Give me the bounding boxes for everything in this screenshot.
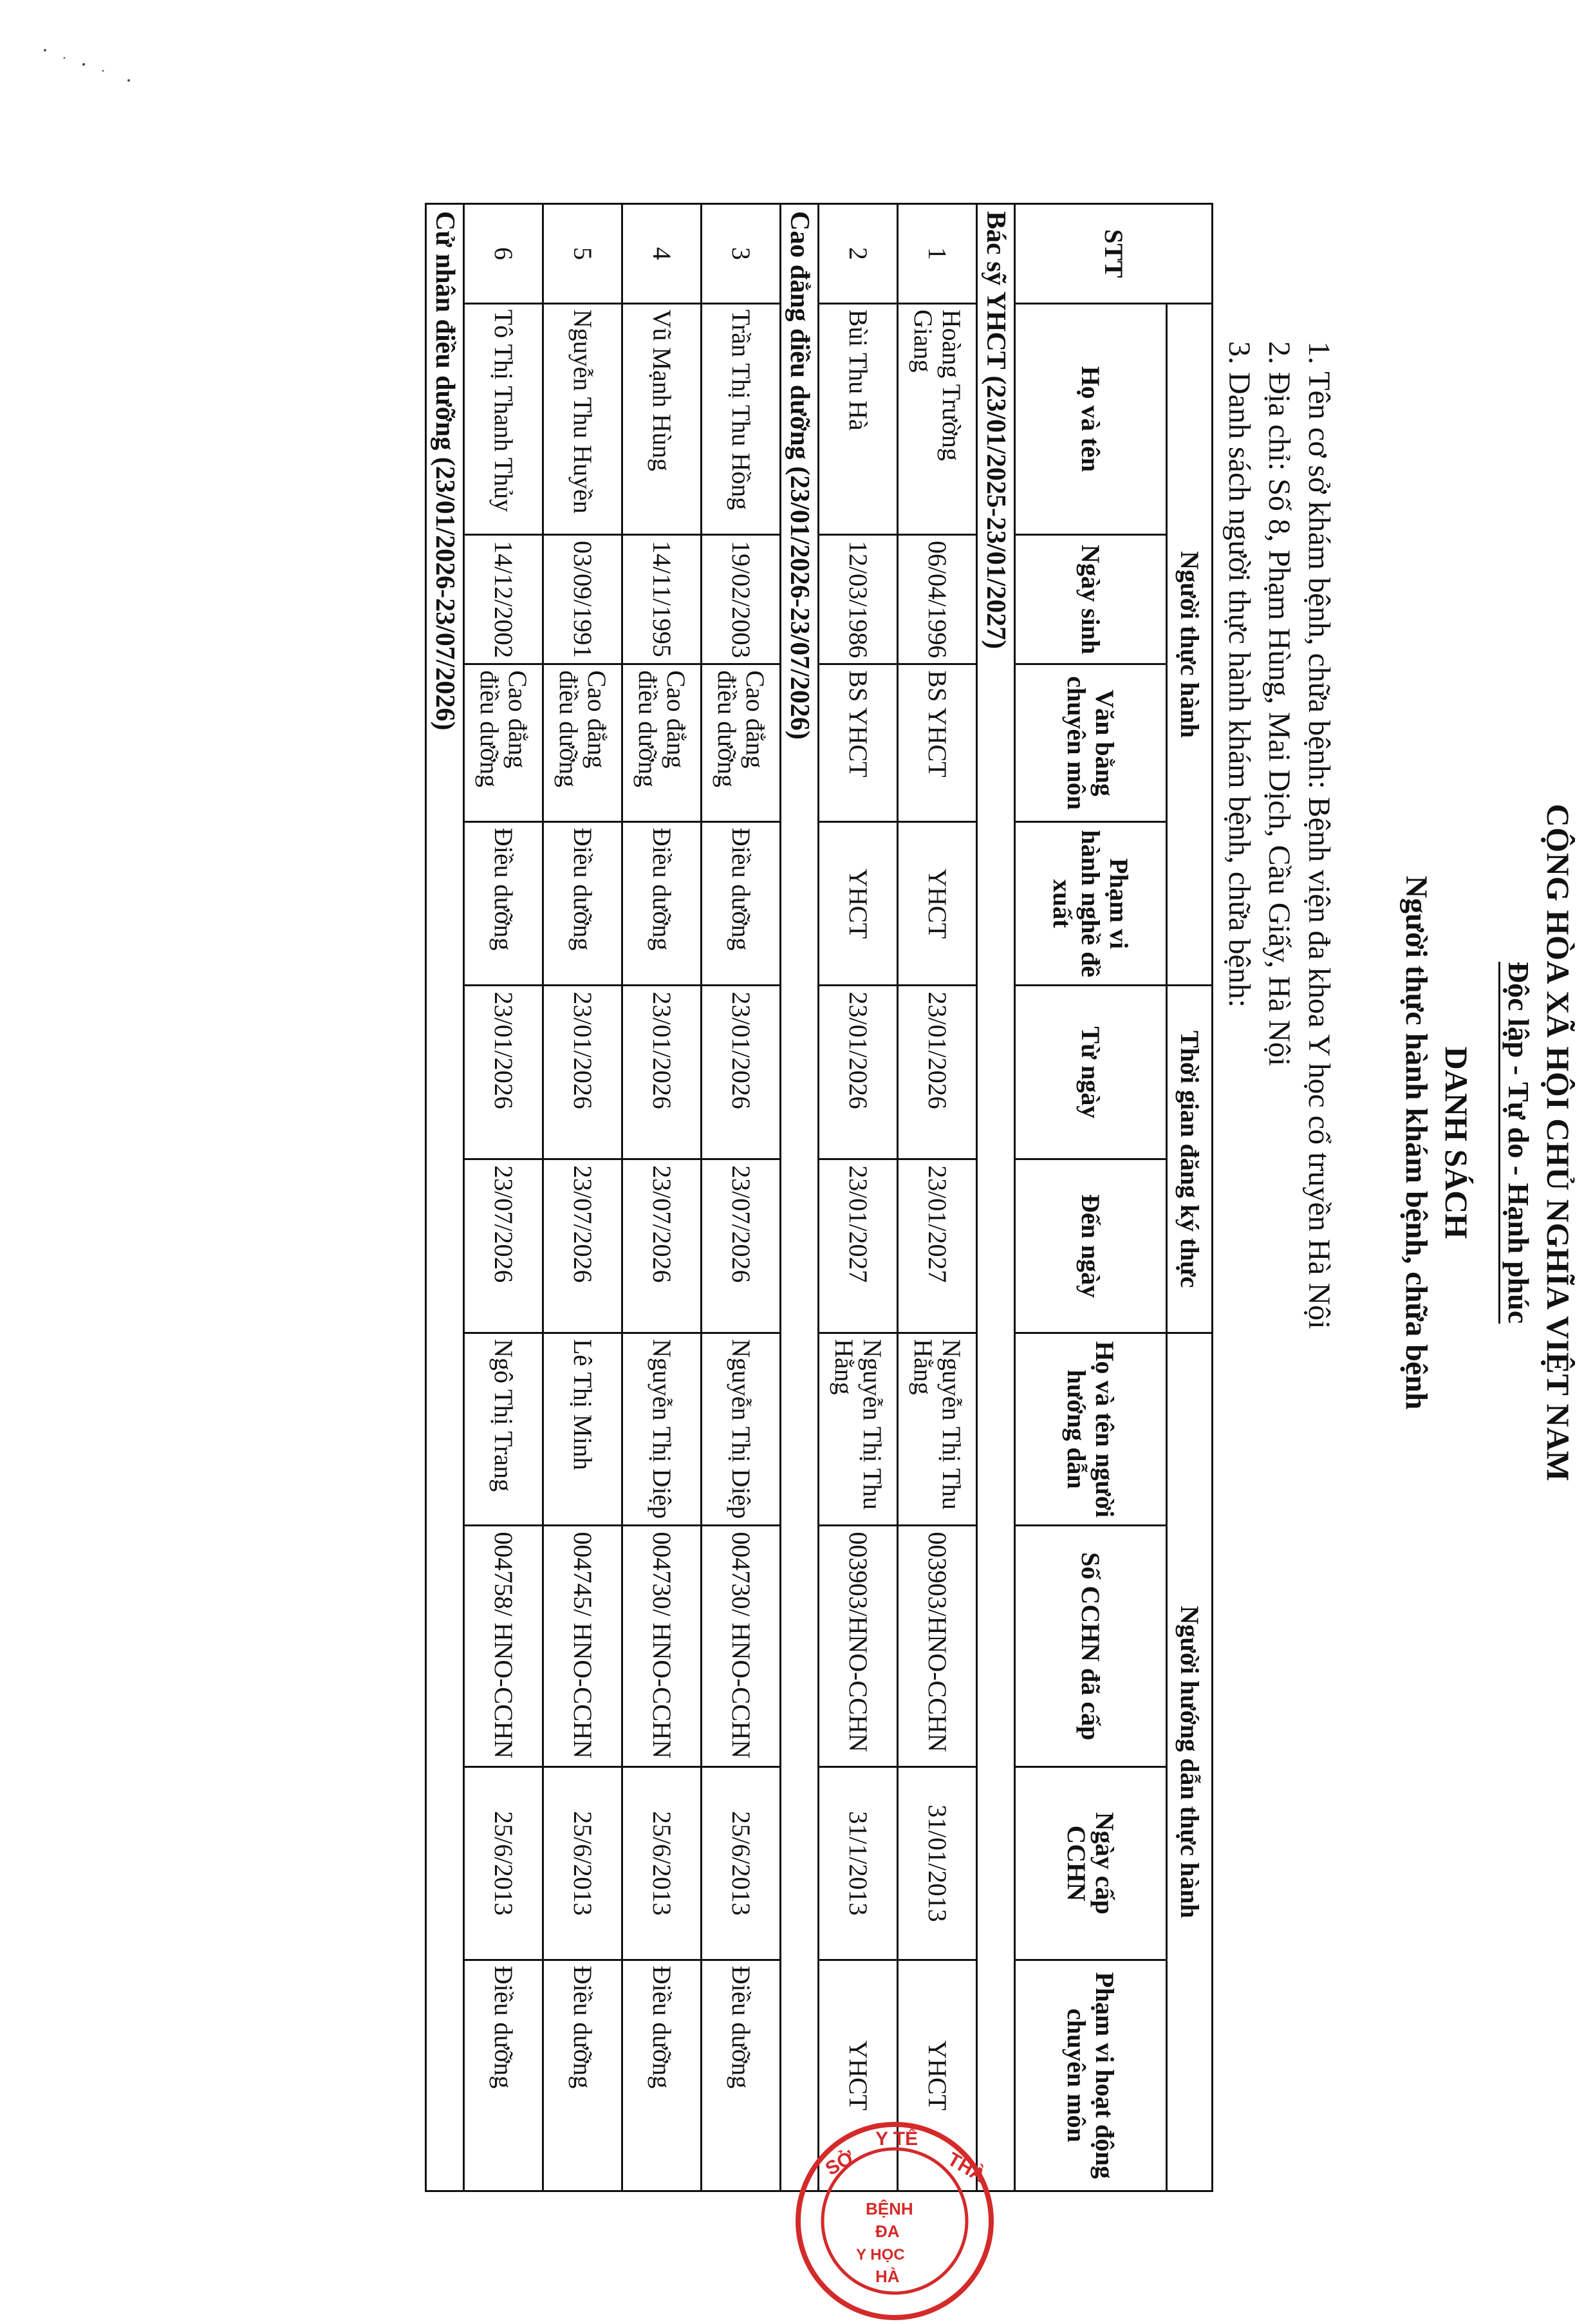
- cell-scope: Điều dưỡng: [702, 821, 781, 986]
- header-to: Đến ngày: [1015, 1159, 1167, 1333]
- table-row: [543, 204, 622, 2191]
- cell-dob: 03/09/1991: [543, 535, 622, 664]
- section-row: [977, 204, 1015, 2191]
- svg-text:ĐA: ĐA: [875, 2222, 900, 2241]
- cell-supervisor-name: Ngô Thị Trang: [464, 1333, 543, 1525]
- national-motto: Độc lập - Tự do - Hạnh phúc: [1498, 962, 1536, 1324]
- cell-supervisor-scope: Điều dưỡng: [702, 1960, 781, 2191]
- cell-scope: YHCT: [819, 821, 898, 986]
- official-seal-stamp: [792, 2118, 998, 2324]
- svg-text:THÀ: THÀ: [944, 2148, 989, 2187]
- scan-speck-marks: [39, 45, 142, 90]
- cell-dob: 12/03/1986: [819, 535, 898, 664]
- header-scope: Phạm vi hành nghề đề xuất: [1015, 821, 1167, 986]
- cell-supervisor-cert-date: 25/6/2013: [702, 1767, 781, 1960]
- svg-text:HÀ: HÀ: [875, 2267, 900, 2286]
- header-supervisor-cert: Số CCHN đã cấp: [1015, 1526, 1167, 1767]
- section-title: Cử nhân điều dưỡng (23/01/2026-23/07/2026): [426, 204, 464, 2191]
- cell-from: 23/01/2026: [464, 986, 543, 1159]
- cell-supervisor-cert-date: 25/6/2013: [622, 1767, 702, 1960]
- cell-from: 23/01/2026: [819, 986, 898, 1159]
- cell-degree: BS YHCT: [898, 664, 977, 822]
- section-row: [426, 204, 464, 2191]
- cell-degree: Cao đẳng điều dưỡng: [464, 664, 543, 822]
- cell-name: Nguyễn Thu Huyền: [543, 303, 622, 534]
- header-period: Thời gian đăng ký thực: [1167, 986, 1213, 1333]
- cell-name: Bùi Thu Hà: [819, 303, 898, 534]
- cell-supervisor-name: Nguyễn Thị Diệp: [702, 1333, 781, 1525]
- cell-dob: 19/02/2003: [702, 535, 781, 664]
- cell-dob: 14/12/2002: [464, 535, 543, 664]
- cell-supervisor-cert-date: 31/01/2013: [898, 1767, 977, 1960]
- cell-scope: Điều dưỡng: [543, 821, 622, 986]
- cell-name: Trần Thị Thu Hồng: [702, 303, 781, 534]
- header-dob: Ngày sinh: [1015, 535, 1167, 664]
- cell-degree: BS YHCT: [819, 664, 898, 822]
- cell-supervisor-cert-date: 25/6/2013: [464, 1767, 543, 1960]
- section-title: Cao đẳng điều dưỡng (23/01/2026-23/07/2026): [781, 204, 819, 2191]
- cell-from: 23/01/2026: [543, 986, 622, 1159]
- cell-scope: Điều dưỡng: [464, 821, 543, 986]
- cell-stt: 4: [622, 204, 702, 304]
- cell-supervisor-cert: 004758/ HNO-CCHN: [464, 1526, 543, 1767]
- cell-degree: Cao đẳng điều dưỡng: [622, 664, 702, 822]
- cell-scope: Điều dưỡng: [622, 821, 702, 986]
- cell-supervisor-cert: 004730/ HNO-CCHN: [702, 1526, 781, 1767]
- header-from: Từ ngày: [1015, 986, 1167, 1159]
- header-name: Họ và tên: [1015, 303, 1167, 534]
- svg-text:SỞ: SỞ: [822, 2146, 858, 2180]
- cell-supervisor-cert-date: 31/1/2013: [819, 1767, 898, 1960]
- header-degree: Văn bằng chuyên môn: [1015, 664, 1167, 822]
- header-supervisor-name: Họ và tên người hướng dẫn: [1015, 1333, 1167, 1525]
- cell-from: 23/01/2026: [702, 986, 781, 1159]
- cell-name: Vũ Mạnh Hùng: [622, 303, 702, 534]
- facility-name-line: 1. Tên cơ sở khám bệnh, chữa bệnh: Bệnh viện đa khoa Y học cổ truyền Hà Nội: [1302, 341, 1336, 1329]
- cell-to: 23/01/2027: [898, 1159, 977, 1333]
- cell-supervisor-cert-date: 25/6/2013: [543, 1767, 622, 1960]
- table-row: [464, 204, 543, 2191]
- cell-supervisor-cert: 004745/ HNO-CCHN: [543, 1526, 622, 1767]
- cell-supervisor-name: Nguyễn Thị Diệp: [622, 1333, 702, 1525]
- cell-to: 23/01/2027: [819, 1159, 898, 1333]
- cell-supervisor-scope: Điều dưỡng: [543, 1960, 622, 2191]
- document-subtitle: Người thực hành khám bệnh, chữa bệnh: [1399, 876, 1433, 1410]
- header-supervisor: Người hướng dẫn thực hành: [1167, 1333, 1213, 2191]
- section-title: Bác sỹ YHCT (23/01/2025-23/01/2027): [977, 204, 1015, 2191]
- svg-text:Y HỌC: Y HỌC: [856, 2246, 905, 2263]
- cell-to: 23/07/2026: [622, 1159, 702, 1333]
- cell-stt: 5: [543, 204, 622, 304]
- header-supervisor-cert-date: Ngày cấp CCHN: [1015, 1767, 1167, 1960]
- cell-degree: Cao đẳng điều dưỡng: [543, 664, 622, 822]
- cell-stt: 3: [702, 204, 781, 304]
- cell-stt: 6: [464, 204, 543, 304]
- table-row: [622, 204, 702, 2191]
- cell-supervisor-scope: Điều dưỡng: [464, 1960, 543, 2191]
- cell-supervisor-scope: YHCT: [898, 1960, 977, 2191]
- cell-from: 23/01/2026: [898, 986, 977, 1159]
- cell-name: Hoàng Trường Giang: [898, 303, 977, 534]
- cell-dob: 14/11/1995: [622, 535, 702, 664]
- facility-info: [1219, 341, 1339, 1329]
- header-practitioner: Người thực hành: [1167, 303, 1213, 986]
- cell-from: 23/01/2026: [622, 986, 702, 1159]
- rotated-document: [129, 71, 1577, 2215]
- document-title: DANH SÁCH: [1439, 1046, 1475, 1239]
- header-stt: STT: [1015, 204, 1213, 304]
- cell-stt: 1: [898, 204, 977, 304]
- cell-supervisor-name: Lê Thị Minh: [543, 1333, 622, 1525]
- facility-address-line: 2. Địa chỉ: Số 8, Phạm Hùng, Mai Dịch, Cầu Giấy, Hà Nội: [1262, 341, 1296, 1067]
- table-column-header-row: [1015, 204, 1167, 2191]
- practitioner-table: [425, 203, 1213, 2192]
- svg-text:BỆNH: BỆNH: [866, 2199, 913, 2218]
- table-group-header-row: [1167, 204, 1213, 2191]
- cell-supervisor-cert: 003903/HNO-CCHN: [819, 1526, 898, 1767]
- table-row: [898, 204, 977, 2191]
- list-intro-line: 3. Danh sách người thực hành khám bệnh, chữa bệnh:: [1222, 341, 1256, 1008]
- cell-to: 23/07/2026: [543, 1159, 622, 1333]
- document-header: [1399, 71, 1577, 2215]
- cell-supervisor-scope: YHCT: [819, 1960, 898, 2191]
- country-name: CỘNG HÒA XÃ HỘI CHỦ NGHĨA VIỆT NAM: [1540, 803, 1576, 1482]
- cell-stt: 2: [819, 204, 898, 304]
- table-row: [702, 204, 781, 2191]
- cell-degree: Cao đẳng điều dưỡng: [702, 664, 781, 822]
- cell-supervisor-name: Nguyễn Thị Thu Hằng: [819, 1333, 898, 1525]
- header-supervisor-scope: Phạm vi hoạt động chuyên môn: [1015, 1960, 1167, 2191]
- svg-text:Y TẾ: Y TẾ: [875, 2128, 918, 2150]
- cell-scope: YHCT: [898, 821, 977, 986]
- cell-supervisor-name: Nguyễn Thị Thu Hằng: [898, 1333, 977, 1525]
- cell-supervisor-scope: Điều dưỡng: [622, 1960, 702, 2191]
- cell-supervisor-cert: 003903/HNO-CCHN: [898, 1526, 977, 1767]
- section-row: [781, 204, 819, 2191]
- cell-name: Tô Thị Thanh Thủy: [464, 303, 543, 534]
- table-row: [819, 204, 898, 2191]
- cell-dob: 06/04/1996: [898, 535, 977, 664]
- cell-supervisor-cert: 004730/ HNO-CCHN: [622, 1526, 702, 1767]
- cell-to: 23/07/2026: [464, 1159, 543, 1333]
- cell-to: 23/07/2026: [702, 1159, 781, 1333]
